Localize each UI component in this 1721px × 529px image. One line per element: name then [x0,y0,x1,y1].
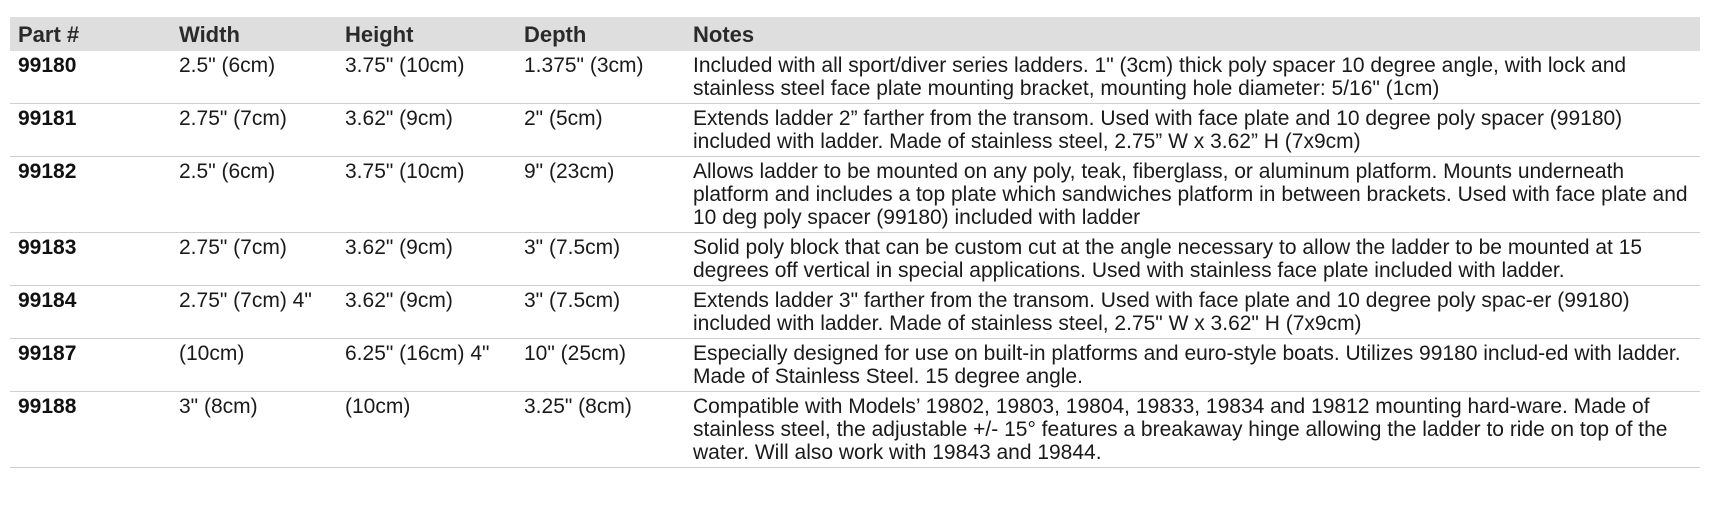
notes-cell: Extends ladder 2” farther from the transom. Used with face plate and 10 degree poly spacer (99180) included with ladder. Made of stainless steel, 2.75” W x 3.62” H (7x9cm) [685,104,1700,157]
depth-cell: 3" (7.5cm) [516,286,685,339]
notes-cell: Solid poly block that can be custom cut at the angle necessary to allow the ladder to be mounted at 15 degrees off vertical in special applications. Used with stainless face plate included with ladder. [685,233,1700,286]
height-cell: 3.75" (10cm) [337,51,516,104]
width-cell: 2.5" (6cm) [171,51,337,104]
header-part: Part # [18,22,80,47]
width-cell: (10cm) [171,339,337,392]
width-cell: 2.75" (7cm) [171,104,337,157]
header-depth: Depth [524,22,587,47]
table-row [10,392,1700,468]
table-row [10,104,1700,157]
table-header-row [10,17,1700,51]
header-height: Height [345,22,414,47]
depth-cell: 10" (25cm) [516,339,685,392]
notes-cell: Included with all sport/diver series ladders. 1" (3cm) thick poly spacer 10 degree angle, with lock and stainless steel face plate mounting bracket, mounting hole diameter: 5/16" (1cm) [685,51,1700,104]
depth-cell: 1.375" (3cm) [516,51,685,104]
part-number-cell: 99184 [10,286,171,339]
width-cell: 2.75" (7cm) [171,233,337,286]
height-cell: 3.62" (9cm) [337,233,516,286]
part-number-cell: 99181 [10,104,171,157]
parts-spec-table [10,17,1700,468]
part-number-cell: 99187 [10,339,171,392]
header-notes: Notes [693,22,755,47]
notes-cell: Especially designed for use on built-in platforms and euro-style boats. Utilizes 99180 includ-ed with ladder. Made of Stainless Steel. 15 degree angle. [685,339,1700,392]
notes-cell: Allows ladder to be mounted on any poly, teak, fiberglass, or aluminum platform. Mounts underneath platform and includes a top plate which sandwiches platform in between brackets. Used with face plate and 10 deg poly spacer (99180) included with ladder [685,157,1700,233]
part-number-cell: 99188 [10,392,171,468]
notes-cell: Extends ladder 3" farther from the transom. Used with face plate and 10 degree poly spac-er (99180) included with ladder. Made of stainless steel, 2.75" W x 3.62" H (7x9cm) [685,286,1700,339]
table-row [10,339,1700,392]
height-cell: 3.75" (10cm) [337,157,516,233]
header-width: Width [179,22,240,47]
table-row [10,233,1700,286]
part-number-cell: 99183 [10,233,171,286]
width-cell: 2.5" (6cm) [171,157,337,233]
part-number-cell: 99180 [10,51,171,104]
height-cell: 3.62" (9cm) [337,104,516,157]
width-cell: 3" (8cm) [171,392,337,468]
depth-cell: 9" (23cm) [516,157,685,233]
table-row [10,286,1700,339]
height-cell: 3.62" (9cm) [337,286,516,339]
height-cell: (10cm) [337,392,516,468]
table-row [10,157,1700,233]
part-number-cell: 99182 [10,157,171,233]
depth-cell: 2" (5cm) [516,104,685,157]
notes-cell: Compatible with Models’ 19802, 19803, 19804, 19833, 19834 and 19812 mounting hard-ware. Made of stainless steel, the adjustable +/- 15° features a breakaway hinge allowing the ladder to ride on top of the water. Will also work with 19843 and 19844. [685,392,1700,468]
table-row [10,51,1700,104]
height-cell: 6.25" (16cm) 4" [337,339,516,392]
depth-cell: 3.25" (8cm) [516,392,685,468]
width-cell: 2.75" (7cm) 4" [171,286,337,339]
depth-cell: 3" (7.5cm) [516,233,685,286]
